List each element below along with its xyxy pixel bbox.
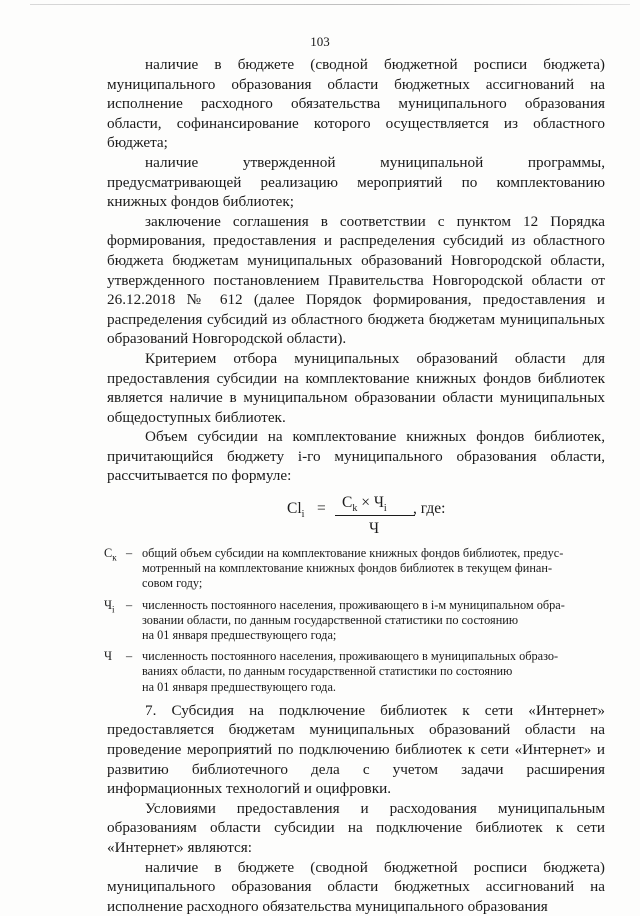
definition-text: численность постоянного населения, проживающего в i-м муниципальном обра- зовании области, по данным государственной статистики по состоянию на 01 января предшествующего года;: [142, 597, 565, 643]
paragraph-agreement-condition: заключение соглашения в соответствии с пунктом 12 Порядка формирования, предоставления и распределения субсидий из областного бюджета бюджетам муниципальных образований Новгородской области, утвержденного постановлением Правительства Новгородской области от 26.12.2018 № 612 (далее Порядок формирования, предоставления и распределения субсидий из областного бюджета бюджетам муниципальных образований Новгородской области).: [107, 212, 605, 348]
definition-dash: –: [126, 546, 133, 561]
page-number: 103: [310, 34, 330, 49]
definition-ck: [104, 546, 605, 592]
formula-lhs: $Cl_i$: [287, 500, 305, 521]
paragraph-selection-criterion: Критерием отбора муниципальных образований области для предоставления субсидии на комплектование книжных фондов библиотек является наличие в муниципальном образовании области муниципальных общедоступных библиотек.: [107, 349, 605, 426]
formula-definitions: [104, 546, 605, 695]
scan-top-edge: [30, 4, 630, 5]
paragraph-internet-conditions: Условиями предоставления и расходования муниципальным образованиям области субсидии на подключение библиотек к сети «Интернет» являются:: [107, 799, 605, 857]
formula-numerator: $C_k \times Ч_i$: [342, 494, 387, 515]
formula-denominator: Ч: [369, 520, 380, 538]
paragraph-program-condition: наличие утвержденной муниципальной программы, предусматривающей реализацию мероприятий по комплектованию книжных фондов библиотек;: [107, 153, 605, 211]
definition-symbol: $С_к$: [104, 546, 117, 563]
definition-ch: [104, 649, 605, 695]
formula-equals: =: [317, 500, 326, 518]
definition-text: общий объем субсидии на комплектование книжных фондов библиотек, предус- мотренный на комплектование книжных фондов библиотек в текущем финан- совом году;: [142, 546, 564, 591]
definition-dash: –: [126, 597, 133, 612]
definition-symbol: Ч: [104, 649, 112, 664]
definition-text: численность постоянного населения, проживающего в муниципальных образо- ваниях области, по данным государственной статистики по состоянию на 01 января предшествующего года.: [142, 649, 559, 694]
subsidy-formula: [107, 494, 605, 542]
definition-dash: –: [126, 649, 133, 664]
formula-fraction-bar: [335, 515, 415, 516]
paragraph-formula-intro: Объем субсидии на комплектование книжных фондов библиотек, причитающийся бюджету i-го муниципального образования области, рассчитывается по формуле:: [107, 428, 605, 485]
paragraph-internet-budget-condition: наличие в бюджете (сводной бюджетной росписи бюджета) муниципального образования области бюджетных ассигнований на исполнение расходного обязательства муниципального образования: [107, 858, 605, 915]
formula-where: , где:: [413, 500, 446, 518]
paragraph-budget-condition: наличие в бюджете (сводной бюджетной росписи бюджета) муниципального образования области бюджетных ассигнований на исполнение расходного обязательства муниципального образования области, софинансирование которого осуществляется из областного бюджета;: [107, 56, 605, 152]
document-body: [104, 55, 605, 916]
paragraph-internet-subsidy: 7. Субсидия на подключение библиотек к сети «Интернет» предоставляется бюджетам муниципальных образований области на проведение мероприятий по подключению библиотек к сети «Интернет» и развитию библиотечного дела с учетом задачи расширения информационных технологий и оцифровки.: [107, 701, 605, 798]
definition-symbol: $Ч_i$: [104, 597, 115, 615]
definition-chi: [104, 597, 605, 644]
